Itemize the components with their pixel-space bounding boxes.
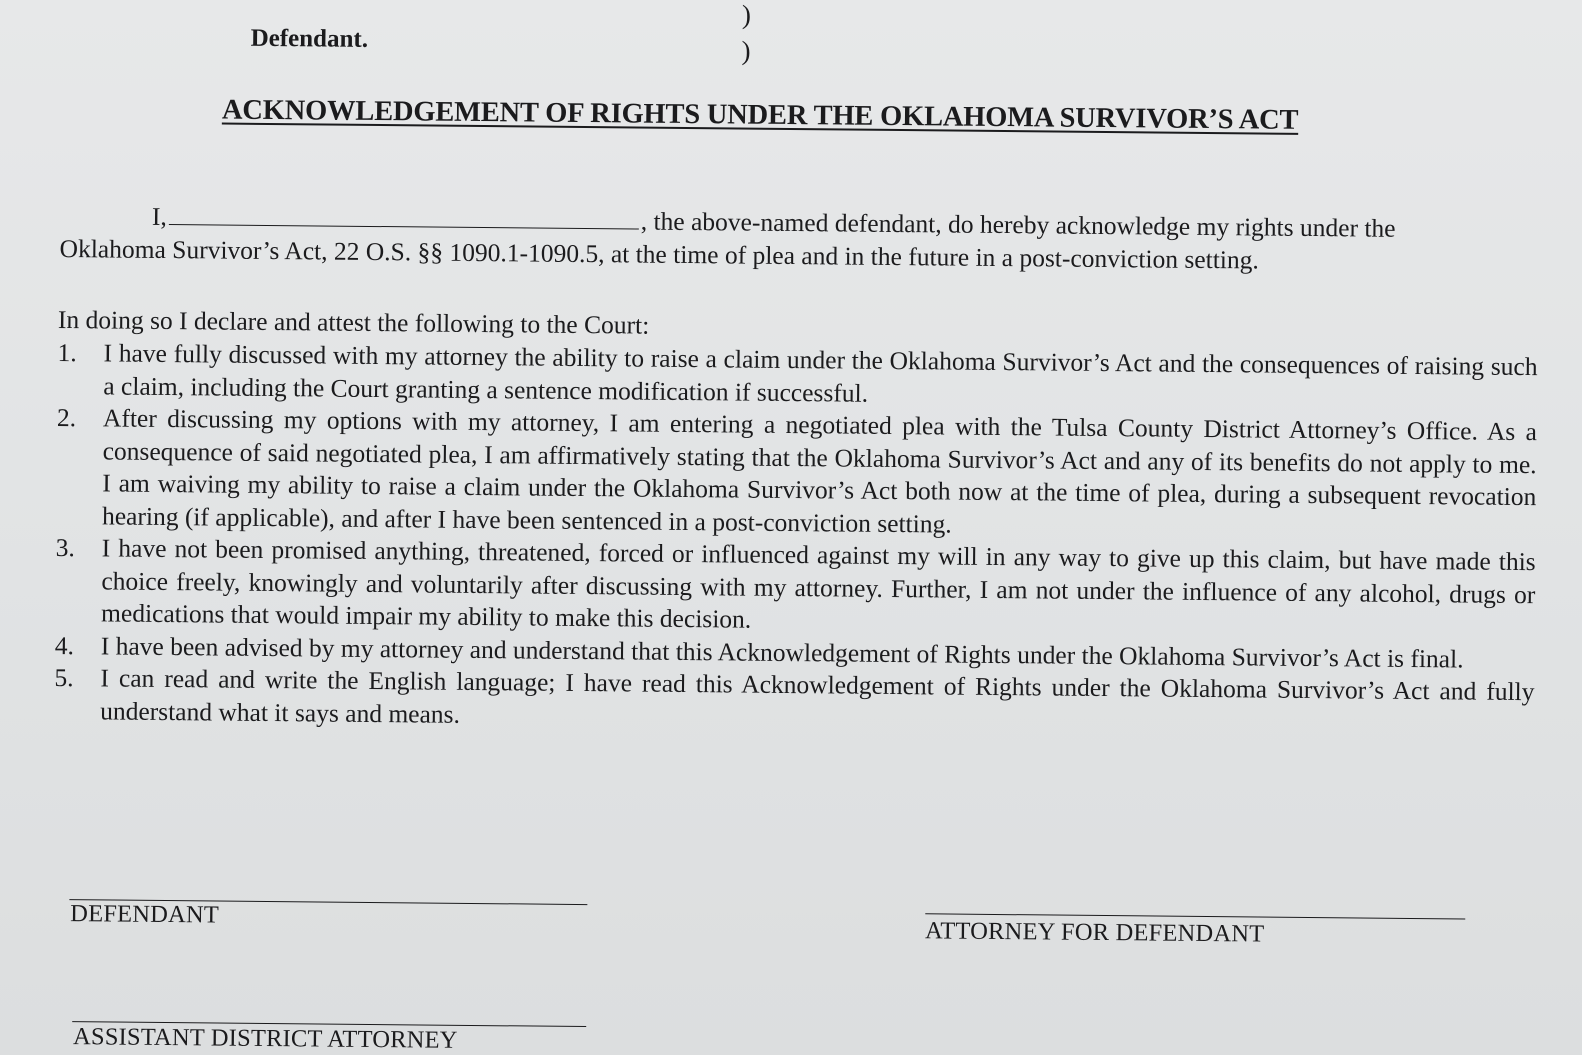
defendant-name-blank — [169, 200, 639, 230]
list-item-text: I can read and write the English language; I have read this Acknowledgement of Rights under the Oklahoma Survivor’s Act and fully understand what it says and means. — [100, 663, 1535, 729]
attestation-list — [54, 337, 1538, 741]
intro-suffix: , the above-named defendant, do hereby acknowledge my rights under the — [640, 206, 1396, 243]
list-item — [54, 662, 1535, 741]
list-item-number: 2. — [56, 402, 77, 433]
intro-prefix: I, — [151, 201, 167, 231]
list-item — [56, 402, 1537, 546]
caption-defendant-label: Defendant. — [250, 24, 369, 53]
list-item-text: I have been advised by my attorney and understand that this Acknowledgement of Rights under the Oklahoma Survivor’s Act is final. — [100, 630, 1464, 673]
list-item-text: I have not been promised anything, threatened, forced or influenced against my will in any way to give up this claim, but have made this choice freely, knowingly and voluntarily after discussing with my attorney. Further, I am not under the influence of any alcohol, drugs or medications that would impair my ability to make this decision. — [100, 533, 1536, 634]
list-item-number: 4. — [54, 630, 75, 660]
intro-line-2: Oklahoma Survivor’s Act, 22 O.S. §§ 1090.1-1090.5, at the time of plea and in the future in a post-conviction setting. — [59, 233, 1259, 275]
list-item-number: 5. — [54, 662, 74, 693]
list-item — [55, 532, 1536, 644]
document-title: ACKNOWLEDGEMENT OF RIGHTS UNDER THE OKLAHOMA SURVIVOR’S ACT — [221, 94, 1299, 136]
assistant-da-signature-label: ASSISTANT DISTRICT ATTORNEY — [72, 1023, 458, 1054]
attorney-signature-label: ATTORNEY FOR DEFENDANT — [924, 917, 1265, 948]
list-item-text: After discussing my options with my attorney, I am entering a negotiated plea with the Tulsa County District Attorney’s Office. As a consequence of said negotiated plea, I am affirmatively stating that the Oklahoma Survivor’s Act and any of its benefits do not apply to me. I am waiving my ability to raise a claim under the Oklahoma Survivor’s Act both now at the time of plea, during a subsequent revocation hearing (if applicable), and after I have been sentenced in a post-conviction setting. — [101, 403, 1538, 539]
caption-parenthesis: ) — [741, 35, 751, 66]
defendant-signature-label: DEFENDANT — [70, 900, 220, 929]
list-item-number: 1. — [57, 337, 77, 368]
list-item-number: 3. — [55, 532, 76, 563]
caption-parenthesis: ) — [741, 0, 752, 30]
list-item-text: I have fully discussed with my attorney the ability to raise a claim under the Oklahoma Survivor’s Act and the consequences of raising such a claim, including the Court granting a sentence modification if successful. — [103, 338, 1538, 408]
declaration-lead: In doing so I declare and attest the following to the Court: — [57, 304, 650, 340]
